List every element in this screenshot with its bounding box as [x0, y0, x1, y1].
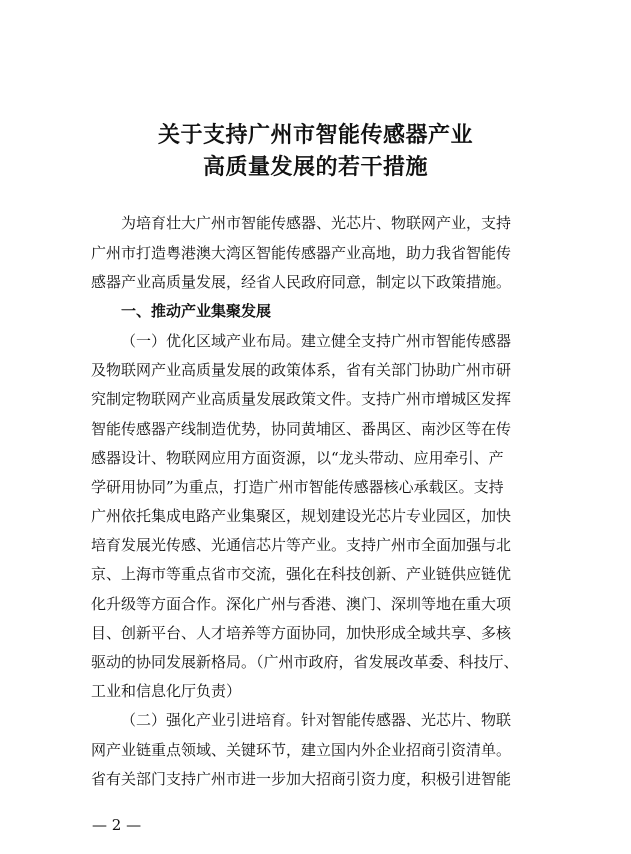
item-1-line-4: 智能传感器产线制造优势，协同黄埔区、番禺区、南沙区等在传 [91, 420, 512, 438]
item-1-line-1: （一）优化区域产业布局。建立健全支持广州市智能传感器 [121, 332, 512, 350]
item-1-line-12: 驱动的协同发展新格局。（广州市政府，省发展改革委、科技厅、 [91, 653, 519, 671]
intro-line-2: 广州市打造粤港澳大湾区智能传感器产业高地，助力我省智能传 [91, 244, 512, 262]
item-2-line-2: 网产业链重点领域、关键环节，建立国内外企业招商引资清单。 [91, 741, 512, 759]
item-1-line-6: 学研用协同”为重点，打造广州市智能传感器核心承载区。支持 [91, 478, 504, 496]
item-2-line-1: （二）强化产业引进培育。针对智能传感器、光芯片、物联 [121, 711, 512, 729]
section-1-heading: 一、推动产业集聚发展 [121, 302, 272, 320]
item-1-line-2: 及物联网产业高质量发展的政策体系，省有关部门协助广州市研 [91, 361, 512, 379]
item-1-line-13: 工业和信息化厅负责） [91, 682, 242, 700]
item-1-line-7: 广州依托集成电路产业集聚区，规划建设光芯片专业园区，加快 [91, 507, 512, 525]
item-1-line-9: 京、上海市等重点省市交流，强化在科技创新、产业链供应链优 [91, 565, 512, 583]
item-1-line-10: 化升级等方面合作。深化广州与香港、澳门、深圳等地在重大项 [91, 595, 512, 613]
intro-line-1: 为培育壮大广州市智能传感器、光芯片、物联网产业，支持 [121, 214, 512, 232]
document-title-line-1: 关于支持广州市智能传感器产业 [157, 122, 473, 148]
intro-line-3: 感器产业高质量发展，经省人民政府同意，制定以下政策措施。 [91, 273, 512, 291]
item-2-line-3: 省有关部门支持广州市进一步加大招商引资力度，积极引进智能 [91, 770, 512, 788]
item-1-line-3: 究制定物联网产业高质量发展政策文件。支持广州市增城区发挥 [91, 390, 512, 408]
page-number: — 2 — [92, 816, 142, 834]
item-1-line-11: 目、创新平台、人才培养等方面协同，加快形成全域共享、多核 [91, 624, 512, 642]
document-title-line-2: 高质量发展的若干措施 [202, 154, 428, 180]
item-1-line-8: 培育发展光传感、光通信芯片等产业。支持广州市全面加强与北 [91, 536, 512, 554]
item-1-line-5: 感器设计、物联网应用方面资源，以“龙头带动、应用牵引、产 [91, 449, 504, 467]
